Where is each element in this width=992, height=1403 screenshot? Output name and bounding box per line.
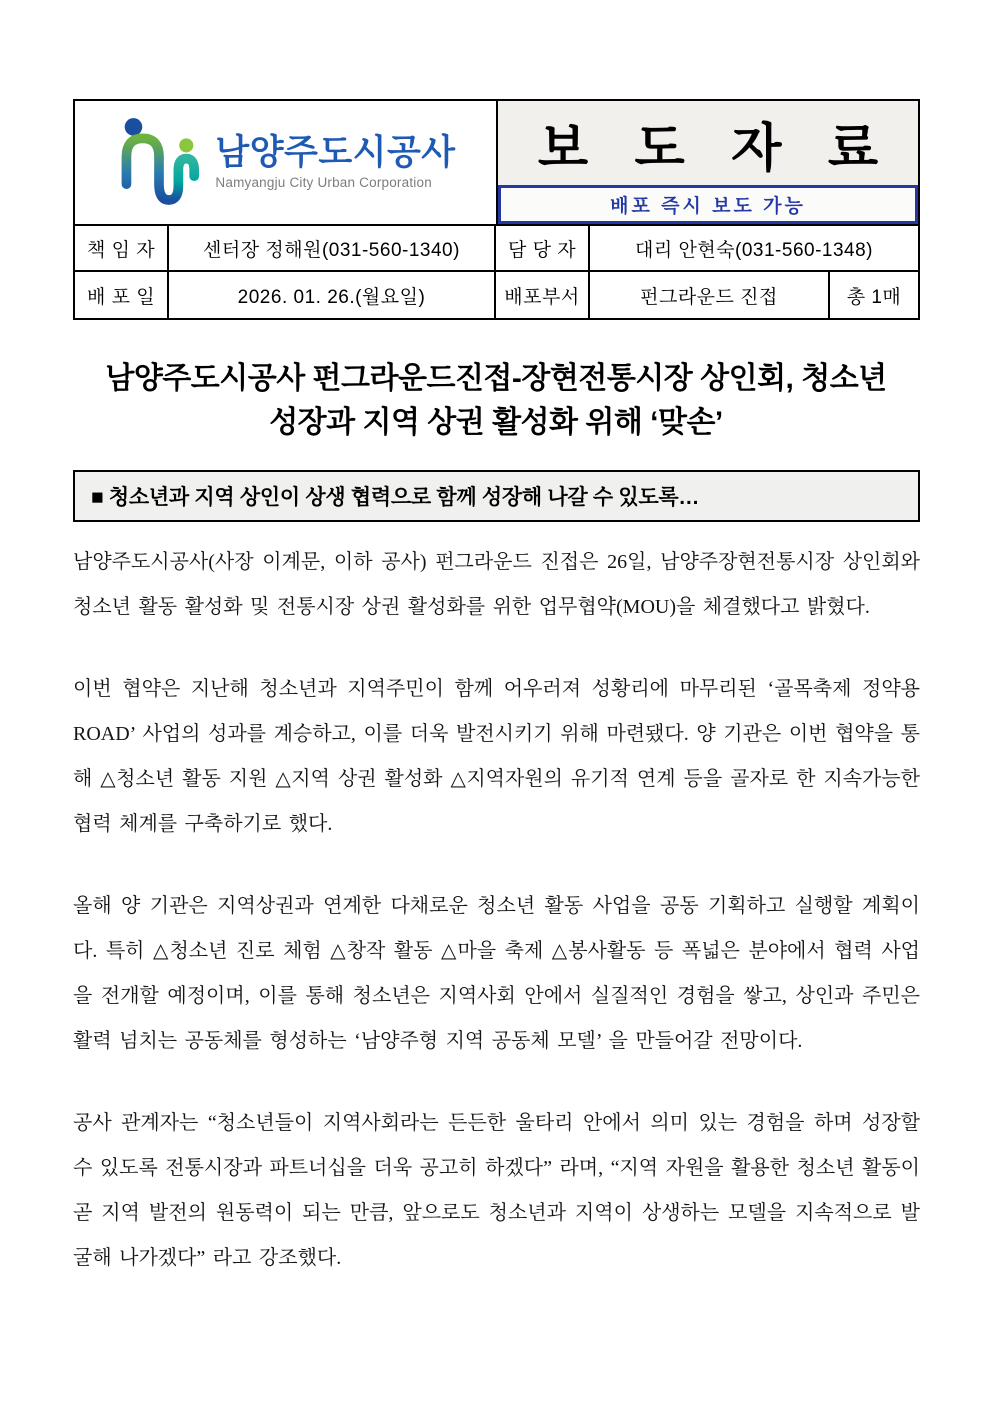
- paragraph-4: 공사 관계자는 “청소년들이 지역사회라는 든든한 울타리 안에서 의미 있는 경험을 하며 성장할 수 있도록 전통시장과 파트너십을 더욱 공고히 하겠다” 라며, “지역 자원을 활용한 청소년 활동이 곧 지역 발전의 원동력이 되는 만큼, 앞으로도 청소년과 지역이 상생하는 모델을 지속적으로 발굴해 나가겠다” 라고 강조했다.: [73, 1112, 920, 1269]
- org-name-english: Namyangju City Urban Corporation: [215, 174, 432, 190]
- release-date-value: 2026. 01. 26.(월요일): [169, 272, 496, 318]
- headline-line-2: 성장과 지역 상권 활성화 위해 ‘맞손’: [269, 405, 723, 439]
- press-release-banner: 보 도 자 료: [498, 101, 918, 185]
- logo-cell: [75, 101, 498, 224]
- contact-row: [75, 224, 918, 270]
- press-header-table: [73, 99, 920, 320]
- release-date-label: 배 포 일: [75, 272, 169, 318]
- manager-value: 대리 안현숙(031-560-1348): [634, 239, 874, 261]
- subtitle-text: ■ 청소년과 지역 상인이 상생 협력으로 함께 성장해 나갈 수 있도록…: [91, 486, 700, 509]
- header-right-column: [498, 101, 918, 224]
- paragraph-1: 남양주도시공사(사장 이계문, 이하 공사) 펀그라운드 진접은 26일, 남양주장현전통시장 상인회와 청소년 활동 활성화 및 전통시장 상권 활성화를 위한 업무협약(MOU)을 체결했다고 밝혔다.: [73, 551, 920, 618]
- logo-text-block: [215, 135, 455, 190]
- release-notice-box: 배포 즉시 보도 가능: [498, 185, 918, 224]
- department-label: 배포부서: [496, 272, 590, 318]
- namyangju-logo-icon: [115, 115, 203, 211]
- responsible-value: 센터장 정해원(031-560-1340): [169, 226, 496, 270]
- page-count: 총 1매: [846, 286, 902, 308]
- subtitle-bar: [73, 470, 920, 522]
- headline: [40, 357, 952, 444]
- manager-label: 담 당 자: [496, 226, 590, 270]
- release-info-row: [75, 270, 918, 318]
- article-body: [73, 540, 920, 1318]
- responsible-label: 책 임 자: [75, 226, 169, 270]
- org-name: 남양주도시공사: [215, 133, 456, 173]
- paragraph-3: 올해 양 기관은 지역상권과 연계한 다채로운 청소년 활동 사업을 공동 기획하고 실행할 계획이다. 특히 △청소년 진로 체험 △창작 활동 △마을 축제 △봉사활동 등 폭넓은 분야에서 협력 사업을 전개할 예정이며, 이를 통해 청소년은 지역사회 안에서 실질적인 경험을 쌓고, 상인과 주민은 활력 넘치는 공동체를 형성하는 ‘남양주형 지역 공동체 모델’ 을 만들어갈 전망이다.: [73, 895, 920, 1052]
- header-top-row: [75, 101, 918, 224]
- paragraph-2: 이번 협약은 지난해 청소년과 지역주민이 함께 어우러져 성황리에 마무리된 ‘골목축제 정약용 ROAD’ 사업의 성과를 계승하고, 이를 더욱 발전시키기 위해 마련됐다. 양 기관은 이번 협약을 통해 △청소년 활동 지원 △지역 상권 활성화 △지역자원의 유기적 연계 등을 골자로 한 지속가능한 협력 체계를 구축하기로 했다.: [73, 678, 920, 835]
- headline-line-1: 남양주도시공사 펀그라운드진접-장현전통시장 상인회, 청소년: [105, 362, 887, 395]
- department-value: 펀그라운드 진접: [590, 272, 830, 318]
